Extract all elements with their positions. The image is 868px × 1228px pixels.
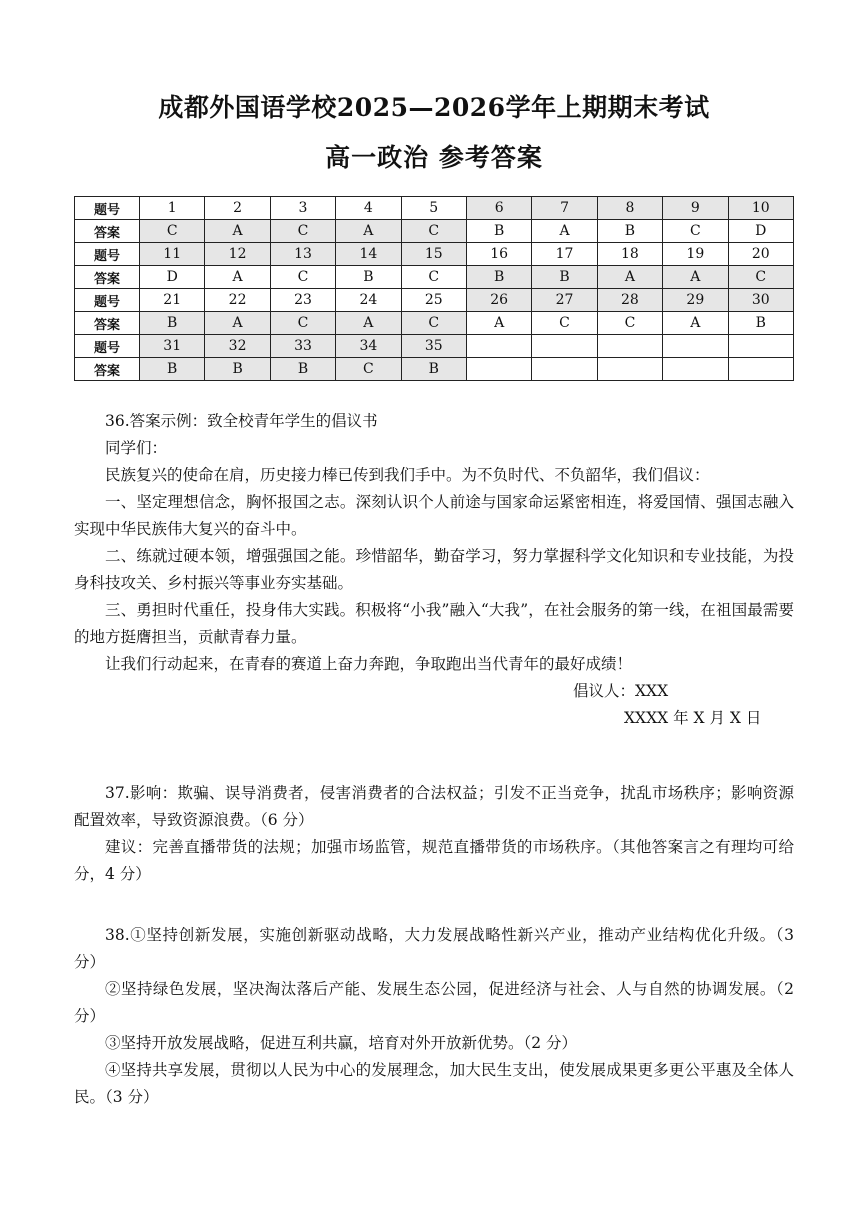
answer-cell: C xyxy=(401,312,466,335)
question-number-cell: 33 xyxy=(270,335,335,358)
answer-cell: C xyxy=(401,266,466,289)
answer-table-body xyxy=(75,197,794,381)
question-number-cell: 34 xyxy=(336,335,401,358)
answer-cell xyxy=(532,358,597,381)
answer-cell: C xyxy=(728,266,793,289)
answer-cell: A xyxy=(663,266,728,289)
question-number-cell: 2 xyxy=(205,197,270,220)
answer-row xyxy=(75,266,794,289)
answer-cell: B xyxy=(140,358,205,381)
answer-cell: C xyxy=(270,312,335,335)
question-number-row xyxy=(75,243,794,266)
answer-cell: A xyxy=(336,312,401,335)
question-number-cell: 30 xyxy=(728,289,793,312)
answer-cell: C xyxy=(401,220,466,243)
answer-table xyxy=(74,196,794,381)
answer-label-cell: 答案 xyxy=(75,266,140,289)
question-number-cell: 26 xyxy=(466,289,531,312)
question-number-cell: 12 xyxy=(205,243,270,266)
question-number-row xyxy=(75,289,794,312)
answer-cell: C xyxy=(270,220,335,243)
q37-section xyxy=(74,780,794,888)
question-number-cell: 15 xyxy=(401,243,466,266)
answer-cell: D xyxy=(728,220,793,243)
answer-cell: B xyxy=(205,358,270,381)
answer-cell: A xyxy=(597,266,662,289)
answer-cell: A xyxy=(205,220,270,243)
answer-cell: B xyxy=(140,312,205,335)
question-number-cell xyxy=(532,335,597,358)
answer-row xyxy=(75,220,794,243)
answer-cell: C xyxy=(270,266,335,289)
question-number-row xyxy=(75,335,794,358)
answer-cell xyxy=(663,358,728,381)
q37-impact: 37.影响：欺骗、误导消费者，侵害消费者的合法权益；引发不正当竞争，扰乱市场秩序；影响资源配置效率，导致资源浪费。（6 分） xyxy=(74,784,794,829)
question-number-cell: 19 xyxy=(663,243,728,266)
question-number-cell: 8 xyxy=(597,197,662,220)
q38-section xyxy=(74,922,794,1111)
answer-cell: A xyxy=(466,312,531,335)
question-number-cell: 6 xyxy=(466,197,531,220)
answer-row xyxy=(75,358,794,381)
exam-title: 成都外国语学校2025—2026学年上期期末考试 xyxy=(158,93,710,122)
answer-cell xyxy=(597,358,662,381)
q36-heading: 36.答案示例：致全校青年学生的倡议书 xyxy=(105,412,378,430)
answer-cell: B xyxy=(597,220,662,243)
answer-label-cell: 答案 xyxy=(75,358,140,381)
q36-section xyxy=(74,408,794,732)
answer-cell: A xyxy=(205,312,270,335)
question-number-cell: 10 xyxy=(728,197,793,220)
answer-cell: B xyxy=(270,358,335,381)
question-number-cell: 1 xyxy=(140,197,205,220)
q38-item-3: ③坚持开放发展战略，促进互利共赢，培育对外开放新优势。（2 分） xyxy=(105,1034,578,1052)
question-number-cell: 32 xyxy=(205,335,270,358)
q36-date: XXXX 年 X 月 X 日 xyxy=(624,709,762,727)
answer-cell: C xyxy=(336,358,401,381)
question-number-cell: 5 xyxy=(401,197,466,220)
q36-greeting: 同学们： xyxy=(105,439,168,457)
q36-point-3: 三、勇担时代重任，投身伟大实践。积极将“小我”融入“大我”，在社会服务的第一线，在祖国最需要的地方挺膺担当，贡献青春力量。 xyxy=(74,601,794,646)
answer-cell: B xyxy=(728,312,793,335)
question-number-cell: 28 xyxy=(597,289,662,312)
answer-cell: A xyxy=(532,220,597,243)
question-number-cell: 23 xyxy=(270,289,335,312)
question-number-cell: 17 xyxy=(532,243,597,266)
answer-cell: C xyxy=(532,312,597,335)
answer-cell: D xyxy=(140,266,205,289)
answer-cell: A xyxy=(663,312,728,335)
answer-row xyxy=(75,312,794,335)
answer-cell: B xyxy=(466,266,531,289)
q37-suggestion: 建议：完善直播带货的法规；加强市场监管，规范直播带货的市场秩序。（其他答案言之有理均可给分，4 分） xyxy=(74,838,794,883)
question-number-cell: 16 xyxy=(466,243,531,266)
q36-closing: 让我们行动起来，在青春的赛道上奋力奔跑，争取跑出当代青年的最好成绩！ xyxy=(105,655,633,673)
answer-cell xyxy=(466,358,531,381)
answer-label-cell: 答案 xyxy=(75,220,140,243)
question-number-cell: 7 xyxy=(532,197,597,220)
question-number-cell: 14 xyxy=(336,243,401,266)
question-label-cell: 题号 xyxy=(75,197,140,220)
q36-signer: 倡议人：XXX xyxy=(573,682,669,700)
q36-intro: 民族复兴的使命在肩，历史接力棒已传到我们手中。为不负时代、不负韶华，我们倡议： xyxy=(105,466,710,484)
question-number-cell: 9 xyxy=(663,197,728,220)
question-label-cell: 题号 xyxy=(75,335,140,358)
answer-label-cell: 答案 xyxy=(75,312,140,335)
q38-item-4: ④坚持共享发展，贯彻以人民为中心的发展理念，加大民生支出，使发展成果更多更公平惠及全体人民。（3 分） xyxy=(74,1061,794,1106)
answer-cell: B xyxy=(401,358,466,381)
question-number-cell: 31 xyxy=(140,335,205,358)
question-number-cell xyxy=(728,335,793,358)
question-number-cell xyxy=(663,335,728,358)
question-number-cell: 25 xyxy=(401,289,466,312)
question-number-cell xyxy=(597,335,662,358)
question-number-cell xyxy=(466,335,531,358)
answer-cell: B xyxy=(336,266,401,289)
answer-cell: A xyxy=(336,220,401,243)
question-label-cell: 题号 xyxy=(75,243,140,266)
q36-point-2: 二、练就过硬本领，增强强国之能。珍惜韶华，勤奋学习，努力掌握科学文化知识和专业技能，为投身科技攻关、乡村振兴等事业夯实基础。 xyxy=(74,547,794,592)
q36-point-1: 一、坚定理想信念，胸怀报国之志。深刻认识个人前途与国家命运紧密相连，将爱国情、强国志融入实现中华民族伟大复兴的奋斗中。 xyxy=(74,493,794,538)
question-number-cell: 18 xyxy=(597,243,662,266)
question-number-row xyxy=(75,197,794,220)
exam-subtitle: 高一政治 参考答案 xyxy=(325,143,543,172)
question-number-cell: 11 xyxy=(140,243,205,266)
question-number-cell: 27 xyxy=(532,289,597,312)
answer-cell: A xyxy=(205,266,270,289)
answer-cell: B xyxy=(532,266,597,289)
question-number-cell: 13 xyxy=(270,243,335,266)
answer-cell: C xyxy=(663,220,728,243)
q38-item-2: ②坚持绿色发展，坚决淘汰落后产能、发展生态公园，促进经济与社会、人与自然的协调发展。（2 分） xyxy=(74,980,794,1025)
question-number-cell: 24 xyxy=(336,289,401,312)
question-number-cell: 3 xyxy=(270,197,335,220)
answer-cell: C xyxy=(597,312,662,335)
question-number-cell: 22 xyxy=(205,289,270,312)
question-number-cell: 35 xyxy=(401,335,466,358)
question-number-cell: 4 xyxy=(336,197,401,220)
question-number-cell: 21 xyxy=(140,289,205,312)
answer-cell xyxy=(728,358,793,381)
question-number-cell: 20 xyxy=(728,243,793,266)
answer-cell: B xyxy=(466,220,531,243)
question-label-cell: 题号 xyxy=(75,289,140,312)
question-number-cell: 29 xyxy=(663,289,728,312)
q38-item-1: 38.①坚持创新发展，实施创新驱动战略，大力发展战略性新兴产业，推动产业结构优化升级。（3 分） xyxy=(74,926,794,971)
answer-cell: C xyxy=(140,220,205,243)
